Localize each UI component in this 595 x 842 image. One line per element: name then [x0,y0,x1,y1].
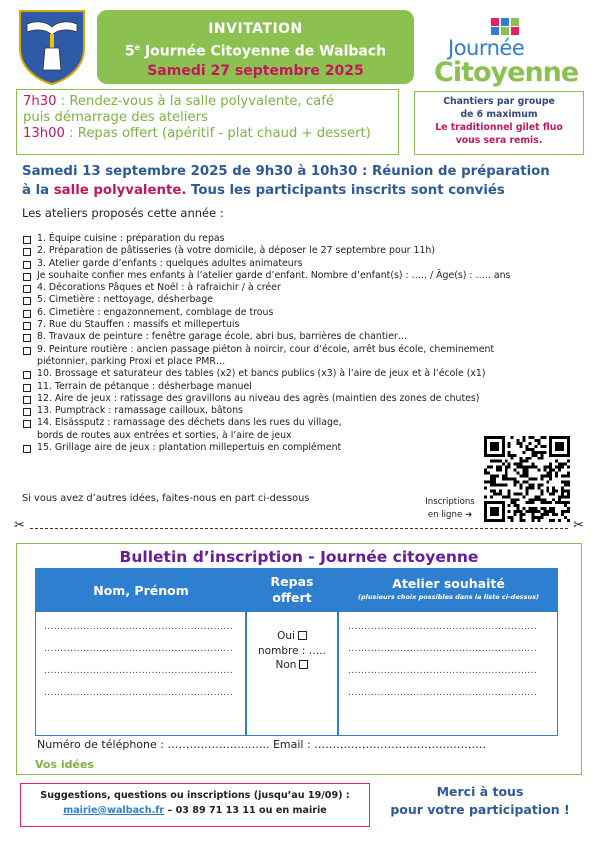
workshop-checkbox[interactable] [23,322,31,330]
meeting-line1: Samedi 13 septembre 2025 de 9h30 à 10h30 : Réunion de préparation [22,164,550,179]
arrow-right-icon: ➔ [464,510,473,520]
workshop-label: Je souhaite confier mes enfants à l’atelier garde d’enfant. Nombre d’enfant(s) : ….. / Âge(s) : ….. ans [37,269,511,281]
schedule-text1: : Rendez-vous à la salle polyvalente, café [56,94,334,109]
contact-phone-text: – 03 89 71 13 11 ou en mairie [164,805,327,816]
invitation-banner [97,10,414,84]
non-checkbox[interactable] [299,660,308,669]
workshop-label-continued: bords de routes aux entrées et sorties, à l’aire de jeux [37,429,292,441]
contact-line2 [21,803,369,818]
logo-square [491,27,499,35]
workshop-item[interactable] [22,270,580,282]
repas-options [246,629,338,673]
workshop-label: 3. Atelier garde d’enfants : quelques adultes animateurs [37,257,303,269]
name-field-line[interactable]: .......................................................... [44,666,234,676]
repas-non[interactable] [246,658,338,673]
workshop-label: 15. Grillage aire de jeux : plantation millepertuis en complément [37,442,342,454]
name-field-line[interactable]: .......................................................... [44,688,234,698]
workshop-label: 6. Cimetière : engazonnement, comblage de trous [37,306,274,318]
schedule-text3: : Repas offert (apéritif - plat chaud + dessert) [64,126,371,141]
oui-label: Oui [277,630,295,642]
atelier-field-line[interactable]: .......................................................... [348,666,538,676]
schedule-time2: 13h00 [23,126,65,141]
col-repas-line1: Repas [270,574,314,589]
workshop-label: 9. Peinture routière : ancien passage piéton à noircir, cour d’école, arrêt bus école, cheminement [37,343,495,355]
workshop-item[interactable] [22,307,580,319]
workshop-item[interactable] [22,368,580,380]
event-date: Samedi 27 septembre 2025 [147,62,364,79]
thank-you-message [378,783,582,819]
workshop-checkbox[interactable] [23,396,31,404]
workshop-checkbox[interactable] [23,408,31,416]
workshop-checkbox[interactable] [23,285,31,293]
walbach-crest-logo [17,8,87,86]
workshop-label: 12. Aire de jeux : ratissage des gravillons au niveau des agrès (maintien des zones de chutes) [37,392,480,404]
chantiers-info-box [414,91,584,155]
atelier-field-line[interactable]: .......................................................... [348,688,538,698]
schedule-box [16,89,399,155]
meeting-place: salle polyvalente. [53,183,187,198]
logo-square [491,18,499,26]
logo-square [501,27,509,35]
col-atelier-title: Atelier souhaité [392,576,505,591]
col-atelier-note: (plusieurs choix possibles dans la liste ci-dessus) [358,593,539,601]
edition-number: 5 [124,43,135,60]
event-name-text: Journée Citoyenne de Walbach [140,43,387,60]
workshop-item[interactable] [22,282,580,294]
other-ideas-text: Si vous avez d’autres idées, faites-nous en part ci-dessous [22,493,310,504]
workshop-item[interactable] [22,258,580,270]
col-atelier-header [338,569,559,612]
workshop-item[interactable] [22,381,580,393]
chantiers-line1: Chantiers par groupe [443,96,555,107]
repas-nombre[interactable]: nombre : ….. [258,644,326,657]
workshop-checkbox[interactable] [23,248,31,256]
journee-citoyenne-logo [425,14,585,92]
workshop-list [22,233,580,454]
workshop-label: 2. Préparation de pâtisseries (à votre domicile, à déposer le 27 septembre pour 11h) [37,245,436,257]
workshop-checkbox[interactable] [23,347,31,355]
col-name-header: Nom, Prénom [93,583,189,598]
workshop-item[interactable] [22,344,580,369]
logo-square [511,27,519,35]
atelier-field-line[interactable]: .......................................................... [348,644,538,654]
cut-line [14,518,584,535]
registration-form [16,543,582,775]
scissors-icon: ✂ [573,518,584,533]
meeting-line2 [22,181,582,200]
workshop-label: 11. Terrain de pétanque : désherbage manuel [37,380,252,392]
event-name [97,38,414,62]
oui-checkbox[interactable] [298,631,307,640]
qr-label-line2: en ligne [427,510,463,520]
repas-oui[interactable] [246,629,338,644]
logo-square [511,18,519,26]
scissors-icon: ✂ [14,518,25,533]
col-repas-line2: offert [272,590,312,605]
workshop-checkbox[interactable] [23,445,31,453]
workshop-label: 7. Rue du Stauffen : massifs et millepertuis [37,319,240,331]
chantiers-line2: de 6 maximum [460,109,538,120]
workshop-label: 14. Elsässputz : ramassage des déchets dans les rues du village, [37,417,342,429]
chantiers-line3: Le traditionnel gilet fluo [435,122,563,133]
workshop-checkbox[interactable] [23,310,31,318]
contact-box [20,783,370,827]
workshop-checkbox[interactable] [23,371,31,379]
dashed-divider [30,528,568,529]
workshop-checkbox[interactable] [23,334,31,342]
logo-line2: Citoyenne [434,57,579,88]
workshop-checkbox[interactable] [23,297,31,305]
workshops-intro: Les ateliers proposés cette année : [22,206,224,220]
phone-email-line[interactable]: Numéro de téléphone : …………………..….. Email : ………………………………..……… [37,738,487,751]
logo-square [501,18,509,26]
thank-you-line1: Merci à tous [436,784,524,799]
registration-qr-code[interactable] [484,436,570,522]
mairie-email-link[interactable]: mairie@walbach.fr [63,805,165,816]
workshop-checkbox[interactable] [23,420,31,428]
logo-line1: Journée [448,36,525,60]
workshop-checkbox[interactable] [23,384,31,392]
workshop-label: 4. Décorations Pâques et Noël : à rafraichir / à créer [37,282,281,294]
workshop-label: 8. Travaux de peinture : fenêtre garage école, abri bus, barrières de chantier… [37,331,408,343]
registration-table [35,568,558,736]
workshop-item[interactable] [22,319,580,331]
thank-you-line2: pour votre participation ! [390,802,570,817]
preparation-meeting [22,162,582,200]
workshop-checkbox[interactable] [23,261,31,269]
chantiers-line4: vous sera remis. [455,135,543,146]
atelier-field-line[interactable]: .......................................................... [348,622,538,632]
schedule-line1 [23,94,392,110]
edition-suffix: e [134,43,141,52]
workshop-label: 13. Pumptrack : ramassage cailloux, bâtons [37,405,243,417]
meeting-text3: Tous les participants inscrits sont conviés [186,183,505,198]
workshop-label: 5. Cimetière : nettoyage, désherbage [37,294,213,306]
workshop-label-continued: piétonnier, parking Proxi et place PMR… [37,355,226,367]
workshop-label: 1. Équipe cuisine : préparation du repas [37,233,225,244]
schedule-time1: 7h30 [23,94,57,109]
invitation-heading: INVITATION [208,21,303,37]
workshop-label: 10. Brossage et saturateur des tables (x2) et bancs publics (x3) à l’aire de jeux et à l’école (x1) [37,368,486,380]
schedule-line3 [23,126,392,142]
workshop-checkbox[interactable] [23,273,31,281]
workshop-item[interactable] [22,245,580,257]
col-repas-header [246,569,338,612]
workshop-item[interactable] [22,294,580,306]
your-ideas-label: Vos idées [35,758,94,771]
workshop-item[interactable] [22,331,580,343]
non-label: Non [275,659,297,671]
contact-line1: Suggestions, questions ou inscriptions (jusqu’au 19/09) : [40,790,350,801]
online-registration-label [420,496,480,522]
name-field-line[interactable]: .......................................................... [44,644,234,654]
schedule-line2: puis démarrage des ateliers [23,110,208,125]
meeting-text2: à la [22,183,54,198]
name-field-line[interactable]: .......................................................... [44,622,234,632]
workshop-checkbox[interactable] [23,236,31,244]
workshop-item[interactable] [22,393,580,405]
workshop-item[interactable] [22,233,580,245]
qr-label-line1: Inscriptions [425,497,475,507]
workshop-item[interactable] [22,405,580,417]
form-title: Bulletin d’inscription - Journée citoyenne [119,548,479,566]
